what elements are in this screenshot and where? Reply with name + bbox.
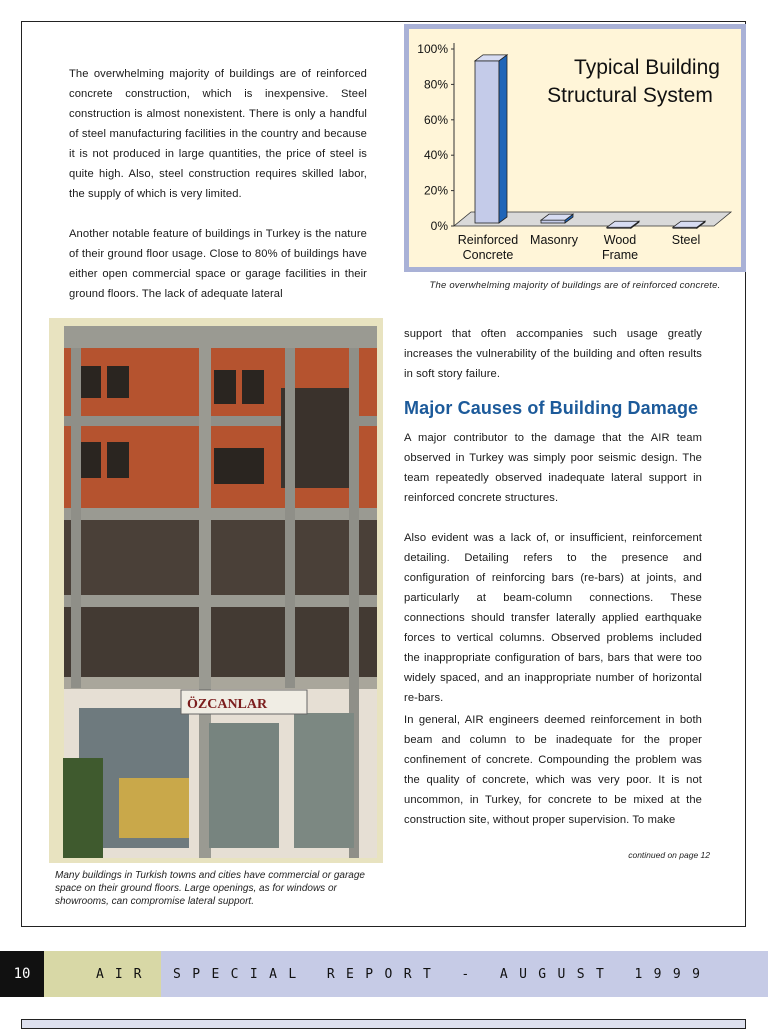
y-tick-label: 0% bbox=[430, 219, 448, 233]
structural-system-chart bbox=[409, 29, 741, 267]
paragraph-intro: The overwhelming majority of buildings are of reinforced concrete construction, which is inexpensive. Steel construction is almost nonexistent. There is only a handful of steel manufacturing facilities in the country and because it is not produced in large quantities, the price of steel is quite high. Also, steel construction requires skilled labor, the supply of which is very limited. bbox=[69, 68, 367, 200]
chart-background bbox=[409, 29, 741, 267]
photo-frame bbox=[49, 318, 383, 863]
footer-title: SPECIAL REPORT - AUGUST 1999 bbox=[161, 951, 768, 997]
paragraph-seismic-design: A major contributor to the damage that the AIR team observed in Turkey was simply poor seismic design. The team repeatedly observed inadequate lateral support in reinforced concrete structures. bbox=[404, 432, 702, 504]
bar-side bbox=[499, 55, 507, 223]
x-category-label: Frame bbox=[601, 248, 639, 262]
footer-brand: AIR bbox=[44, 951, 161, 997]
x-category-label: Reinforced bbox=[457, 233, 519, 247]
y-tick-label: 80% bbox=[423, 77, 448, 92]
x-category-label: Concrete bbox=[462, 248, 514, 262]
bar-front bbox=[475, 61, 499, 223]
next-page-edge bbox=[21, 1019, 746, 1029]
bar-front bbox=[541, 220, 565, 223]
bar bbox=[475, 55, 507, 223]
chart-caption: The overwhelming majority of buildings are of reinforced concrete. bbox=[429, 280, 721, 291]
x-category-label: Steel bbox=[671, 233, 701, 247]
paragraph-concrete-quality: In general, AIR engineers deemed reinforcement in both beam and column to be inadequate for the proper confinement of concrete. Compounding the problem was the quality of concrete, which was very poor. It is not uncommon, in Turkey, for concrete to be mixed at the construction site, without proper supervision. To make bbox=[404, 714, 702, 826]
section-heading: Major Causes of Building Damage bbox=[404, 398, 699, 418]
x-category-label: Masonry bbox=[530, 233, 578, 247]
page-number: 10 bbox=[0, 951, 44, 997]
y-tick-label: 100% bbox=[417, 42, 448, 56]
footer-bar bbox=[0, 951, 768, 997]
x-category-label: Wood bbox=[603, 233, 637, 247]
y-tick-label: 60% bbox=[423, 112, 448, 127]
paragraph-detailing: Also evident was a lack of, or insufficient, reinforcement detailing. Detailing refers to the presence and configuration of reinforcing bars (re-bars) at joints, and particularly at beam-column connections. These connections should transfer laterally applied earthquake forces to vertical columns. Observed problems included the inappropriate configuration of bars, bars that were too widely spaced, and an inappropriate number of horizontal re-bars. bbox=[404, 532, 702, 704]
continued-note: continued on page 12 bbox=[628, 850, 710, 860]
building-photo bbox=[49, 318, 383, 863]
chart-title-line1: Typical Building bbox=[574, 56, 720, 79]
shop-sign: ÖZCANLAR bbox=[187, 697, 268, 712]
y-tick-label: 40% bbox=[423, 148, 448, 163]
paragraph-soft-story: support that often accompanies such usage greatly increases the vulnerability of the building and often results in soft story failure. bbox=[404, 328, 702, 380]
photo-caption: Many buildings in Turkish towns and cities have commercial or garage space on their ground floors. Large openings, as for windows or showrooms, can compromise lateral support. bbox=[55, 870, 365, 907]
chart-panel bbox=[404, 24, 746, 272]
chart-title-line2: Structural System bbox=[547, 84, 713, 107]
y-tick-label: 20% bbox=[423, 183, 448, 198]
paragraph-ground-floor: Another notable feature of buildings in Turkey is the nature of their ground floor usage. Close to 80% of buildings have either open commercial space or garage facilities in their ground floors. The lack of adequate lateral bbox=[69, 228, 367, 300]
